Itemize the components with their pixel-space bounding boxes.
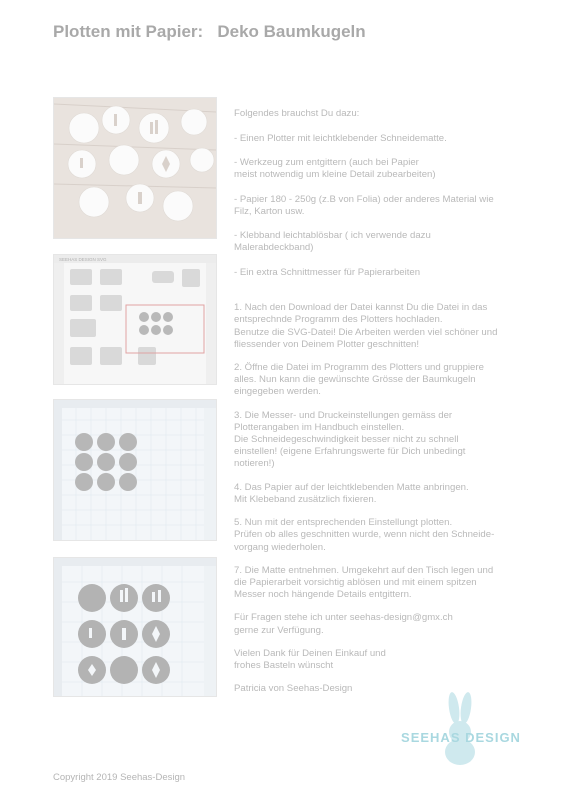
step-2: 2. Öffne die Datei im Programm des Plotters und gruppiere alles. Nun kann die gewünschte Grösse der Baumkugeln eingegeben werden. xyxy=(234,362,484,398)
instructions xyxy=(234,96,534,706)
thanks-note: Vielen Dank für Deinen Einkauf und frohes Basteln wünscht xyxy=(234,647,386,671)
ornaments-preview-illustration xyxy=(54,558,216,696)
step-5: 5. Nun mit der entsprechenden Einstellungt plotten. Prüfen ob alles geschnitten wurde, wenn nicht den Schneide- vorgang wiederholen. xyxy=(234,517,495,553)
copyright: Copyright 2019 Seehas-Design xyxy=(53,772,186,783)
list-item: - Werkzeug zum entgittern (auch bei Papier meist notwendig um kleine Detail zubearbeiten) xyxy=(234,157,436,181)
cutting-mat-illustration xyxy=(54,400,216,540)
bunny-logo-icon xyxy=(392,688,530,772)
list-item: - Papier 180 - 250g (z.B von Folia) oder anderes Material wie Filz, Karton usw. xyxy=(234,193,494,217)
step-1: 1. Nach den Download der Datei kannst Du die Datei in das entsprechnde Programm des Plotters hochladen. Benutze die SVG-Datei! Die Arbeiten werden viel schöner und fliessender von Deinem Plotter geschnitten! xyxy=(234,302,498,350)
step-3: 3. Die Messer- und Druckeinstellungen gemäss der Plotterangaben im Handbuch einstellen. Die Schneidegeschwindigkeit besser nicht zu schnell einstellen! (eigene Erfahrungswerte für Dich unbedingt notieren!) xyxy=(234,409,466,470)
step-7: 7. Die Matte entnehmen. Umgekehrt auf den Tisch legen und die Papierarbeit vorsichtig ablösen und mit einem spitzen Messer noch hängende Details entgittern. xyxy=(234,564,494,601)
materials-heading: Folgendes brauchst Du dazu: xyxy=(234,108,360,120)
ornaments-illustration xyxy=(54,98,216,238)
signature: Patricia von Seehas-Design xyxy=(234,683,353,695)
page-title: Plotten mit Papier: Deko Baumkugeln xyxy=(53,22,366,41)
software-screenshot-illustration xyxy=(54,255,216,384)
contact-note: Für Fragen stehe ich unter seehas-design@gmx.ch gerne zur Verfügung. xyxy=(234,612,453,636)
ornaments-preview-screenshot xyxy=(53,557,217,697)
step-4: 4. Das Papier auf der leichtklebenden Matte anbringen. Mit Klebeband zusätzlich fixieren. xyxy=(234,481,469,505)
list-item: - Klebband leichtablösbar ( ich verwende dazu Malerabdeckband) xyxy=(234,230,431,254)
materials-list xyxy=(234,96,534,291)
list-item: - Einen Plotter mit leichtklebender Schneidematte. xyxy=(234,132,447,144)
seehas-design-logo xyxy=(392,688,530,772)
screenshot-header-text: SEEHAS DESIGN SVG xyxy=(59,257,107,262)
cutting-mat-screenshot xyxy=(53,399,217,541)
ornaments-photo xyxy=(53,97,217,239)
list-item: - Ein extra Schnittmesser für Papierarbeiten xyxy=(234,266,421,278)
logo-text: SEEHAS DESIGN xyxy=(401,730,521,745)
software-screenshot-1 xyxy=(53,254,217,385)
